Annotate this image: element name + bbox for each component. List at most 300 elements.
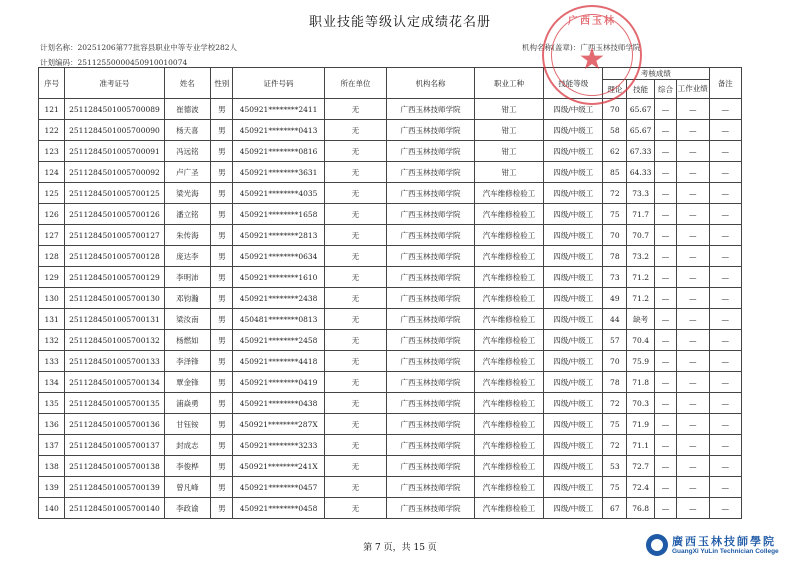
row-name: 潘立铭 <box>164 204 211 225</box>
row-gender: 男 <box>211 183 233 204</box>
row-name: 甘钰铵 <box>164 414 211 435</box>
row-work-performance: — <box>677 351 709 372</box>
row-org: 广西玉林技师学院 <box>387 477 474 498</box>
row-id-number: 450921********0419 <box>233 372 324 393</box>
row-id-number: 450921********2438 <box>233 288 324 309</box>
row-level: 四级/中级工 <box>544 498 603 519</box>
row-level: 四级/中级工 <box>544 204 603 225</box>
row-gender: 男 <box>211 330 233 351</box>
row-skill-score: 73.3 <box>627 183 654 204</box>
row-comprehensive-score: — <box>654 330 676 351</box>
row-gender: 男 <box>211 456 233 477</box>
table-row <box>39 246 742 267</box>
row-name: 李明沛 <box>164 267 211 288</box>
row-work-performance: — <box>677 183 709 204</box>
table-row <box>39 288 742 309</box>
row-work-performance: — <box>677 246 709 267</box>
row-theory-score: 62 <box>603 141 627 162</box>
row-ticket-number: 2511284501005700132 <box>65 330 164 351</box>
table-row <box>39 267 742 288</box>
row-ticket-number: 2511284501005700131 <box>65 309 164 330</box>
row-level: 四级/中级工 <box>544 309 603 330</box>
row-name: 李泽锋 <box>164 351 211 372</box>
row-name: 梁汝南 <box>164 309 211 330</box>
row-theory-score: 70 <box>603 351 627 372</box>
row-comprehensive-score: — <box>654 162 676 183</box>
row-seq: 133 <box>39 351 65 372</box>
row-gender: 男 <box>211 246 233 267</box>
row-gender: 男 <box>211 225 233 246</box>
row-org: 广西玉林技师学院 <box>387 309 474 330</box>
header-ticket: 准考证号 <box>65 68 164 99</box>
row-job: 钳工 <box>474 141 544 162</box>
row-name: 庞达李 <box>164 246 211 267</box>
row-level: 四级/中级工 <box>544 414 603 435</box>
row-work-performance: — <box>677 162 709 183</box>
row-level: 四级/中级工 <box>544 162 603 183</box>
row-note: — <box>709 120 742 141</box>
row-seq: 127 <box>39 225 65 246</box>
row-note: — <box>709 351 742 372</box>
table-row <box>39 435 742 456</box>
row-gender: 男 <box>211 99 233 120</box>
row-comprehensive-score: — <box>654 183 676 204</box>
row-name: 浦焱勇 <box>164 393 211 414</box>
row-note: — <box>709 225 742 246</box>
row-work-performance: — <box>677 372 709 393</box>
row-seq: 128 <box>39 246 65 267</box>
table-row <box>39 162 742 183</box>
logo-chinese-name: 廣西玉林技師學院 <box>672 535 776 548</box>
row-skill-score: 65.67 <box>627 120 654 141</box>
row-skill-score: 71.1 <box>627 435 654 456</box>
row-gender: 男 <box>211 477 233 498</box>
row-unit: 无 <box>324 267 387 288</box>
row-seq: 140 <box>39 498 65 519</box>
row-theory-score: 67 <box>603 498 627 519</box>
row-org: 广西玉林技师学院 <box>387 414 474 435</box>
row-id-number: 450921********0413 <box>233 120 324 141</box>
row-work-performance: — <box>677 393 709 414</box>
row-comprehensive-score: — <box>654 372 676 393</box>
row-note: — <box>709 309 742 330</box>
row-ticket-number: 2511284501005700135 <box>65 393 164 414</box>
seal-text: 广西玉林 <box>568 16 616 27</box>
table-row <box>39 225 742 246</box>
row-seq: 126 <box>39 204 65 225</box>
row-ticket-number: 2511284501005700133 <box>65 351 164 372</box>
row-unit: 无 <box>324 351 387 372</box>
row-level: 四级/中级工 <box>544 477 603 498</box>
row-seq: 129 <box>39 267 65 288</box>
row-skill-score: 缺考 <box>627 309 654 330</box>
row-job: 汽车维修检验工 <box>474 498 544 519</box>
table-row <box>39 498 742 519</box>
row-work-performance: — <box>677 120 709 141</box>
table-row <box>39 141 742 162</box>
row-name: 卢广圣 <box>164 162 211 183</box>
header-skill: 技能 <box>627 80 654 99</box>
row-org: 广西玉林技师学院 <box>387 372 474 393</box>
row-unit: 无 <box>324 372 387 393</box>
header-work-performance: 工作业绩 <box>677 80 709 99</box>
row-level: 四级/中级工 <box>544 120 603 141</box>
row-work-performance: — <box>677 435 709 456</box>
row-job: 汽车维修检验工 <box>474 351 544 372</box>
row-org: 广西玉林技师学院 <box>387 351 474 372</box>
row-id-number: 450921********0438 <box>233 393 324 414</box>
row-work-performance: — <box>677 477 709 498</box>
row-gender: 男 <box>211 372 233 393</box>
row-gender: 男 <box>211 288 233 309</box>
row-id-number: 450921********0634 <box>233 246 324 267</box>
row-org: 广西玉林技师学院 <box>387 99 474 120</box>
row-id-number: 450921********0457 <box>233 477 324 498</box>
row-work-performance: — <box>677 414 709 435</box>
seal-star-icon: ★ <box>578 42 606 77</box>
row-note: — <box>709 183 742 204</box>
row-unit: 无 <box>324 330 387 351</box>
org-name: 机构名称(盖章)：广西玉林技师学院 <box>522 43 641 52</box>
row-job: 汽车维修检验工 <box>474 435 544 456</box>
row-name: 李政谕 <box>164 498 211 519</box>
row-seq: 122 <box>39 120 65 141</box>
row-ticket-number: 2511284501005700130 <box>65 288 164 309</box>
row-id-number: 450921********4418 <box>233 351 324 372</box>
row-comprehensive-score: — <box>654 414 676 435</box>
row-org: 广西玉林技师学院 <box>387 435 474 456</box>
row-seq: 138 <box>39 456 65 477</box>
row-job: 钳工 <box>474 120 544 141</box>
row-theory-score: 75 <box>603 204 627 225</box>
table-row <box>39 351 742 372</box>
row-comprehensive-score: — <box>654 498 676 519</box>
logo-english-name: GuangXi YuLin Technician College <box>672 548 779 555</box>
row-work-performance: — <box>677 456 709 477</box>
college-logo <box>646 532 796 560</box>
row-ticket-number: 2511284501005700129 <box>65 267 164 288</box>
header-scores: 考核成绩 <box>603 68 709 80</box>
row-job: 汽车维修检验工 <box>474 414 544 435</box>
row-org: 广西玉林技师学院 <box>387 246 474 267</box>
row-gender: 男 <box>211 498 233 519</box>
row-gender: 男 <box>211 309 233 330</box>
row-gender: 男 <box>211 435 233 456</box>
row-id-number: 450921********4035 <box>233 183 324 204</box>
row-work-performance: — <box>677 288 709 309</box>
row-theory-score: 53 <box>603 456 627 477</box>
row-gender: 男 <box>211 120 233 141</box>
row-unit: 无 <box>324 204 387 225</box>
row-name: 李俊桦 <box>164 456 211 477</box>
row-id-number: 450921********0458 <box>233 498 324 519</box>
row-id-number: 450481********0813 <box>233 309 324 330</box>
row-ticket-number: 2511284501005700126 <box>65 204 164 225</box>
row-id-number: 450921********1610 <box>233 267 324 288</box>
row-name: 朱传海 <box>164 225 211 246</box>
row-work-performance: — <box>677 204 709 225</box>
row-skill-score: 72.7 <box>627 456 654 477</box>
table-row <box>39 309 742 330</box>
row-comprehensive-score: — <box>654 477 676 498</box>
table-row <box>39 477 742 498</box>
row-comprehensive-score: — <box>654 351 676 372</box>
row-comprehensive-score: — <box>654 309 676 330</box>
row-unit: 无 <box>324 456 387 477</box>
header-gender: 性别 <box>211 68 233 99</box>
row-comprehensive-score: — <box>654 456 676 477</box>
page-indicator: 第 7 页，共 15 页 <box>363 543 437 553</box>
row-org: 广西玉林技师学院 <box>387 393 474 414</box>
row-name: 封成志 <box>164 435 211 456</box>
row-seq: 121 <box>39 99 65 120</box>
row-theory-score: 72 <box>603 435 627 456</box>
row-theory-score: 44 <box>603 309 627 330</box>
row-comprehensive-score: — <box>654 99 676 120</box>
row-level: 四级/中级工 <box>544 99 603 120</box>
row-org: 广西玉林技师学院 <box>387 183 474 204</box>
row-unit: 无 <box>324 183 387 204</box>
table-row <box>39 393 742 414</box>
row-note: — <box>709 246 742 267</box>
row-seq: 124 <box>39 162 65 183</box>
row-job: 汽车维修检验工 <box>474 225 544 246</box>
row-work-performance: — <box>677 99 709 120</box>
row-gender: 男 <box>211 204 233 225</box>
row-note: — <box>709 288 742 309</box>
row-theory-score: 75 <box>603 414 627 435</box>
row-job: 汽车维修检验工 <box>474 267 544 288</box>
row-work-performance: — <box>677 330 709 351</box>
row-skill-score: 64.33 <box>627 162 654 183</box>
row-unit: 无 <box>324 309 387 330</box>
row-job: 汽车维修检验工 <box>474 246 544 267</box>
row-gender: 男 <box>211 141 233 162</box>
row-ticket-number: 2511284501005700137 <box>65 435 164 456</box>
row-name: 冯远铭 <box>164 141 211 162</box>
college-emblem-icon <box>646 534 668 556</box>
row-theory-score: 72 <box>603 183 627 204</box>
row-theory-score: 75 <box>603 477 627 498</box>
row-org: 广西玉林技师学院 <box>387 162 474 183</box>
row-unit: 无 <box>324 246 387 267</box>
row-note: — <box>709 372 742 393</box>
row-note: — <box>709 414 742 435</box>
row-job: 汽车维修检验工 <box>474 183 544 204</box>
row-unit: 无 <box>324 393 387 414</box>
header-seq: 序号 <box>39 68 65 99</box>
row-note: — <box>709 435 742 456</box>
row-org: 广西玉林技师学院 <box>387 498 474 519</box>
row-comprehensive-score: — <box>654 288 676 309</box>
row-id-number: 450921********2411 <box>233 99 324 120</box>
row-ticket-number: 2511284501005700089 <box>65 99 164 120</box>
row-note: — <box>709 393 742 414</box>
row-unit: 无 <box>324 435 387 456</box>
row-theory-score: 85 <box>603 162 627 183</box>
row-unit: 无 <box>324 120 387 141</box>
row-seq: 137 <box>39 435 65 456</box>
row-level: 四级/中级工 <box>544 225 603 246</box>
row-skill-score: 71.8 <box>627 372 654 393</box>
row-work-performance: — <box>677 498 709 519</box>
row-comprehensive-score: — <box>654 120 676 141</box>
header-comprehensive: 综合 <box>654 80 676 99</box>
row-note: — <box>709 141 742 162</box>
row-theory-score: 73 <box>603 267 627 288</box>
row-note: — <box>709 267 742 288</box>
row-id-number: 450921********2813 <box>233 225 324 246</box>
row-org: 广西玉林技师学院 <box>387 456 474 477</box>
row-org: 广西玉林技师学院 <box>387 141 474 162</box>
row-ticket-number: 2511284501005700092 <box>65 162 164 183</box>
table-row <box>39 414 742 435</box>
row-level: 四级/中级工 <box>544 435 603 456</box>
row-level: 四级/中级工 <box>544 330 603 351</box>
row-seq: 135 <box>39 393 65 414</box>
header-org: 机构名称 <box>387 68 474 99</box>
row-skill-score: 71.2 <box>627 288 654 309</box>
row-ticket-number: 2511284501005700139 <box>65 477 164 498</box>
row-level: 四级/中级工 <box>544 372 603 393</box>
row-unit: 无 <box>324 99 387 120</box>
row-seq: 131 <box>39 309 65 330</box>
row-org: 广西玉林技师学院 <box>387 267 474 288</box>
table-row <box>39 183 742 204</box>
row-job: 钳工 <box>474 99 544 120</box>
row-note: — <box>709 330 742 351</box>
row-level: 四级/中级工 <box>544 267 603 288</box>
row-ticket-number: 2511284501005700136 <box>65 414 164 435</box>
row-seq: 132 <box>39 330 65 351</box>
row-skill-score: 72.4 <box>627 477 654 498</box>
row-level: 四级/中级工 <box>544 246 603 267</box>
row-level: 四级/中级工 <box>544 288 603 309</box>
row-id-number: 450921********3631 <box>233 162 324 183</box>
row-theory-score: 72 <box>603 393 627 414</box>
row-gender: 男 <box>211 351 233 372</box>
table-header <box>39 68 742 99</box>
row-unit: 无 <box>324 225 387 246</box>
row-skill-score: 70.3 <box>627 393 654 414</box>
table-row <box>39 330 742 351</box>
row-unit: 无 <box>324 414 387 435</box>
header-name: 姓名 <box>164 68 211 99</box>
row-work-performance: — <box>677 267 709 288</box>
row-job: 汽车维修检验工 <box>474 309 544 330</box>
row-id-number: 450921********241X <box>233 456 324 477</box>
row-job: 钳工 <box>474 162 544 183</box>
row-unit: 无 <box>324 498 387 519</box>
row-theory-score: 49 <box>603 288 627 309</box>
plan-name: 计划名称：20251206第77批容县职业中等专业学校282人 <box>40 43 238 52</box>
row-org: 广西玉林技师学院 <box>387 120 474 141</box>
row-theory-score: 58 <box>603 120 627 141</box>
row-gender: 男 <box>211 267 233 288</box>
row-org: 广西玉林技师学院 <box>387 225 474 246</box>
row-seq: 125 <box>39 183 65 204</box>
row-level: 四级/中级工 <box>544 183 603 204</box>
row-ticket-number: 2511284501005700090 <box>65 120 164 141</box>
row-theory-score: 70 <box>603 225 627 246</box>
row-skill-score: 71.2 <box>627 267 654 288</box>
row-name: 杨天喜 <box>164 120 211 141</box>
table-body <box>39 99 742 519</box>
row-comprehensive-score: — <box>654 267 676 288</box>
header-level: 技能等级 <box>544 68 603 99</box>
row-skill-score: 71.9 <box>627 414 654 435</box>
header-note: 备注 <box>709 68 742 99</box>
table-row <box>39 372 742 393</box>
row-skill-score: 67.33 <box>627 141 654 162</box>
row-job: 汽车维修检验工 <box>474 204 544 225</box>
row-job: 汽车维修检验工 <box>474 330 544 351</box>
row-org: 广西玉林技师学院 <box>387 288 474 309</box>
row-theory-score: 57 <box>603 330 627 351</box>
row-ticket-number: 2511284501005700127 <box>65 225 164 246</box>
row-name: 杨燃如 <box>164 330 211 351</box>
row-org: 广西玉林技师学院 <box>387 330 474 351</box>
header-unit: 所在单位 <box>324 68 387 99</box>
row-gender: 男 <box>211 414 233 435</box>
row-job: 汽车维修检验工 <box>474 288 544 309</box>
row-id-number: 450921********287X <box>233 414 324 435</box>
page-title: 职业技能等级认定成绩花名册 <box>308 15 491 30</box>
header-id-number: 证件号码 <box>233 68 324 99</box>
row-comprehensive-score: — <box>654 435 676 456</box>
row-job: 汽车维修检验工 <box>474 393 544 414</box>
row-note: — <box>709 498 742 519</box>
row-unit: 无 <box>324 288 387 309</box>
row-job: 汽车维修检验工 <box>474 456 544 477</box>
row-name: 曾凡峰 <box>164 477 211 498</box>
row-comprehensive-score: — <box>654 246 676 267</box>
row-skill-score: 73.2 <box>627 246 654 267</box>
row-seq: 136 <box>39 414 65 435</box>
row-skill-score: 70.4 <box>627 330 654 351</box>
row-level: 四级/中级工 <box>544 393 603 414</box>
row-seq: 130 <box>39 288 65 309</box>
row-gender: 男 <box>211 162 233 183</box>
row-id-number: 450921********3233 <box>233 435 324 456</box>
row-ticket-number: 2511284501005700128 <box>65 246 164 267</box>
row-unit: 无 <box>324 141 387 162</box>
row-ticket-number: 2511284501005700125 <box>65 183 164 204</box>
table-row <box>39 99 742 120</box>
row-work-performance: — <box>677 309 709 330</box>
row-level: 四级/中级工 <box>544 141 603 162</box>
row-comprehensive-score: — <box>654 225 676 246</box>
row-level: 四级/中级工 <box>544 351 603 372</box>
row-skill-score: 70.7 <box>627 225 654 246</box>
table-row <box>39 456 742 477</box>
row-seq: 134 <box>39 372 65 393</box>
table-row <box>39 204 742 225</box>
row-skill-score: 75.9 <box>627 351 654 372</box>
row-ticket-number: 2511284501005700091 <box>65 141 164 162</box>
plan-code: 计划编码：25112550000450910010074 <box>40 58 188 67</box>
table-row <box>39 120 742 141</box>
header-job: 职业工种 <box>474 68 544 99</box>
row-work-performance: — <box>677 225 709 246</box>
row-id-number: 450921********0816 <box>233 141 324 162</box>
row-ticket-number: 2511284501005700134 <box>65 372 164 393</box>
row-theory-score: 78 <box>603 246 627 267</box>
row-comprehensive-score: — <box>654 141 676 162</box>
row-skill-score: 65.67 <box>627 99 654 120</box>
row-comprehensive-score: — <box>654 204 676 225</box>
row-job: 汽车维修检验工 <box>474 372 544 393</box>
